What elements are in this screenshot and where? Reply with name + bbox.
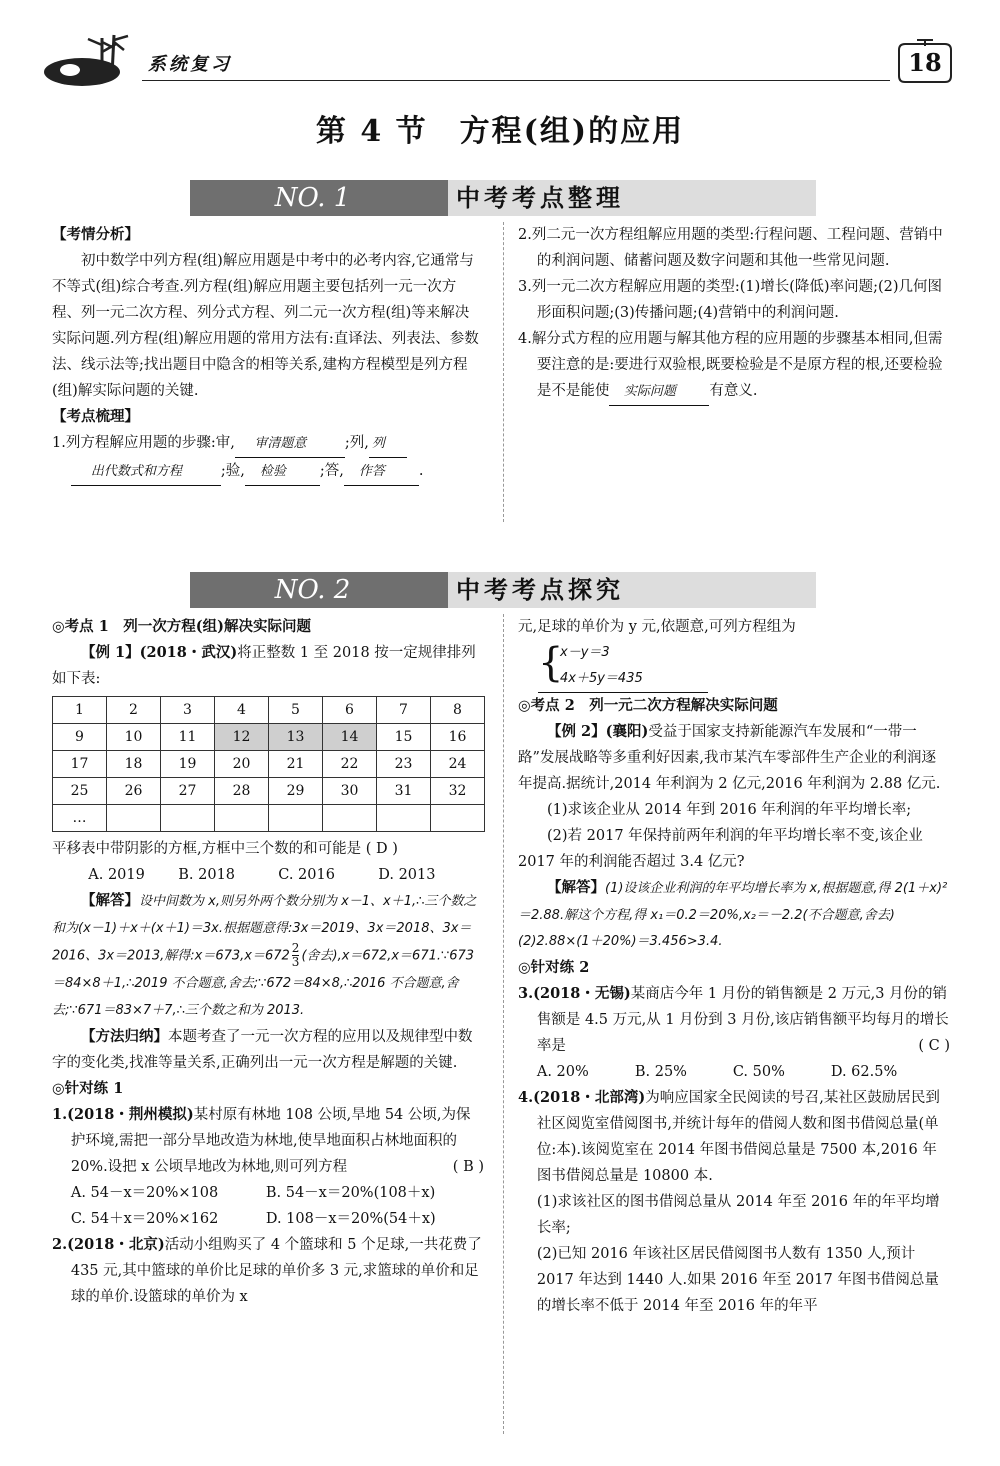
brace-icon: { [538, 640, 564, 686]
table-cell: 27 [161, 778, 215, 805]
table-cell: 6 [323, 697, 377, 724]
practice-item-3-text: 某商店今年 1 月份的销售额是 2 万元,3 月份的销售额是 4.5 万元,从 1 月份到 3 月份,该店销售额平均每月的增长率是 [536, 986, 949, 1054]
analysis-column [52, 222, 482, 486]
method-summary [52, 1024, 484, 1076]
kp1-title: ◎考点 1 列一次方程(组)解决实际问题 [52, 618, 312, 635]
banner-no2-title: 中考考点探究 [448, 572, 816, 608]
blank-answer-5: 实际问题 [609, 379, 709, 406]
table-cell: 5 [269, 697, 323, 724]
review-item-1 [52, 430, 482, 486]
table-cell: 3 [161, 697, 215, 724]
review-column-right [518, 222, 950, 406]
table-cell: 32 [431, 778, 485, 805]
kp1-column [52, 614, 484, 1310]
method-text: 本题考查了一元一次方程的应用以及规律型中数字的变化类,找准等量关系,正确列出一元一次方程是解题的关键. [52, 1028, 473, 1071]
practice-item-3 [518, 981, 950, 1059]
fraction [292, 942, 300, 969]
table-row [53, 778, 485, 805]
table-cell [215, 805, 269, 832]
table-cell: 1 [53, 697, 107, 724]
table-cell [377, 805, 431, 832]
table-cell: 9 [53, 724, 107, 751]
header-section-label: 系统复习 [148, 54, 232, 75]
practice-item-4-text: 为响应国家全民阅读的号召,某社区鼓励居民到社区阅览室借阅图书,并统计每年的借阅人数和图书借阅总量(单位:本).该阅览室在 2014 年图书借阅总量是 7500 本,2016 年图书借阅总量是 10800 本. [536, 1090, 940, 1184]
number-table [52, 696, 485, 832]
table-cell [431, 805, 485, 832]
table-cell [161, 805, 215, 832]
p1-option-d: D. 108－x＝20%(54＋x) [265, 1210, 436, 1227]
review-tag: 【考点梳理】 [52, 408, 139, 425]
banner-no2-number: NO. 2 [274, 575, 351, 605]
table-cell: 4 [215, 697, 269, 724]
review-item-4-text: 4.解分式方程的应用题与解其他方程的应用题的步骤基本相同,但需要注意的是:要进行双验根,既要检验是不是原方程的根,还要检验是不是能使 [518, 331, 943, 399]
blank-answer-3: 检验 [245, 459, 320, 486]
p1-option-a: A. 54－x＝20%×108 [70, 1184, 219, 1201]
banner-no2 [190, 572, 808, 608]
page-number: 18 [908, 48, 942, 77]
option-b: B. 2018 [178, 867, 236, 883]
practice-item-3-answer: ( C ) [918, 1038, 950, 1054]
practice-1-title: ◎针对练 1 [52, 1079, 124, 1097]
table-row [53, 724, 485, 751]
practice-item-2-tag: 2.(2018・北京) [52, 1235, 165, 1253]
table-cell: 22 [323, 751, 377, 778]
review-item-1-text-c: ;列, [344, 435, 369, 451]
table-cell: 24 [431, 751, 485, 778]
practice-item-1-text: 某村原有林地 108 公顷,旱地 54 公顷,为保护环境,需把一部分旱地改造为林地,使旱地面积占林地面积的 20%.设把 x 公顷旱地改为林地,则可列方程 [70, 1106, 471, 1175]
fraction-numerator: 2 [291, 941, 300, 955]
example-1-tag: 【例 1】(2018・武汉) [81, 644, 238, 661]
practice-item-1-options [52, 1180, 484, 1232]
example-1 [52, 640, 484, 692]
table-cell [269, 805, 323, 832]
p1-option-c: C. 54＋x＝20%×162 [70, 1210, 219, 1227]
analysis-tag: 【考情分析】 [52, 226, 139, 243]
example-2-q1: (1)求该企业从 2014 年到 2016 年利润的年平均增长率; [547, 802, 912, 818]
table-cell: … [53, 805, 107, 832]
table-row [53, 751, 485, 778]
method-tag: 【方法归纳】 [81, 1027, 168, 1045]
practice-item-4-tag: 4.(2018・北部湾) [518, 1089, 646, 1106]
table-cell: 19 [161, 751, 215, 778]
practice-item-1-answer: ( B ) [452, 1158, 484, 1175]
solution-2-text-2: (2)2.88×(1＋20%)＝3.456>3.4. [518, 934, 723, 949]
practice-item-4 [518, 1085, 950, 1189]
practice-item-2-continued: 元,足球的单价为 y 元,依题意,可列方程组为 [518, 619, 796, 635]
equation-2: 4x＋5y＝435 [560, 671, 643, 686]
practice-item-2-text: 活动小组购买了 4 个篮球和 5 个足球,一共花费了 435 元,其中篮球的单价比足球的单价多 3 元,求篮球的单价和足球的单价.设篮球的单价为 x [70, 1236, 482, 1305]
table-cell: 29 [269, 778, 323, 805]
column-divider-1 [503, 222, 504, 522]
review-item-1-text-e: ;答, [319, 463, 344, 479]
table-cell: 21 [269, 751, 323, 778]
practice-item-2 [52, 1232, 484, 1310]
blank-answer-1: 审清题意 [235, 431, 345, 458]
table-cell: 10 [107, 724, 161, 751]
table-cell: 13 [269, 724, 323, 751]
example-2-q2: (2)若 2017 年保持前两年利润的年平均增长率不变,该企业 2017 年的利润能否超过 3.4 亿元? [518, 828, 923, 870]
table-row [53, 805, 485, 832]
table-cell [107, 805, 161, 832]
review-item-1-text-a: 1.列方程解应用题的步骤:审, [52, 435, 235, 451]
p1-option-b: B. 54－x＝20%(108＋x) [265, 1184, 436, 1201]
table-cell: 23 [377, 751, 431, 778]
section-title: 第 4 节 方程(组)的应用 [315, 114, 685, 149]
bamboo-logo-icon [40, 30, 140, 90]
table-cell: 25 [53, 778, 107, 805]
solution-2-tag: 【解答】 [547, 879, 605, 896]
page-number-badge [895, 38, 955, 88]
option-c: C. 2016 [278, 867, 335, 883]
p3-option-a: A. 20% [536, 1064, 589, 1080]
table-cell: 26 [107, 778, 161, 805]
example-1-question: 平移表中带阴影的方框,方框中三个数的和可能是 ( D ) [52, 841, 398, 857]
table-cell: 2 [107, 697, 161, 724]
table-row [53, 697, 485, 724]
banner-no1 [190, 180, 808, 216]
table-cell: 12 [215, 724, 269, 751]
example-2-tag: 【例 2】(襄阳) [547, 723, 649, 740]
table-cell: 14 [323, 724, 377, 751]
review-item-3: 3.列一元二次方程解应用题的类型:(1)增长(降低)率问题;(2)几何图形面积问题;(3)传播问题;(4)营销中的利润问题. [518, 279, 942, 321]
kp2-column [518, 614, 950, 1319]
practice-item-4-q1: (1)求该社区的图书借阅总量从 2014 年至 2016 年的年平均增长率; [536, 1194, 940, 1236]
table-cell: 18 [107, 751, 161, 778]
table-cell: 7 [377, 697, 431, 724]
fraction-denominator: 3 [291, 955, 300, 969]
table-cell: 20 [215, 751, 269, 778]
header-rule [142, 80, 890, 81]
table-cell: 15 [377, 724, 431, 751]
column-divider-2 [503, 614, 504, 1434]
banner-no1-title: 中考考点整理 [448, 180, 816, 216]
blank-answer-4: 作答 [344, 459, 419, 486]
review-item-1-text-f: . [418, 463, 424, 479]
practice-item-1-tag: 1.(2018・荆州模拟) [52, 1105, 194, 1123]
solution-text-2: (舍去),x＝672,x＝671.∵673＝84×8＋1,∴2019 不合题意,舍去;∵672＝84×8,∴2016 不合题意,舍去;∵671＝83×7＋7,∴三个数之和为 2013. [52, 948, 475, 1018]
practice-item-3-options [518, 1059, 950, 1085]
table-cell: 31 [377, 778, 431, 805]
review-item-2: 2.列二元一次方程组解应用题的类型:行程问题、工程问题、营销中的利润问题、储蓄问题及数字问题和其他一些常见问题. [518, 227, 943, 269]
practice-item-4-q2: (2)已知 2016 年该社区居民借阅图书人数有 1350 人,预计 2017 年达到 1440 人.如果 2016 年至 2017 年图书借阅总量的增长率不低于 2014 年至 2016 年的年平 [536, 1246, 939, 1314]
table-cell: 8 [431, 697, 485, 724]
example-2-text: 受益于国家支持新能源汽车发展和“一带一路”发展战略等多重利好因素,我市某汽车零部件生产企业的利润逐年提高.据统计,2014 年利润为 2 亿元,2016 年利润为 2.88 亿元. [518, 724, 941, 792]
p3-option-d: D. 62.5% [830, 1064, 898, 1080]
blank-answer-2a: 列 [369, 431, 407, 458]
solution-text-1: 设中间数为 x,则另外两个数分别为 x－1、x＋1,∴三个数之和为(x－1)＋x＋(x＋1)＝3x.根据题意得:3x＝2019、3x＝2018、3x＝2016、3x＝2013,解得:x＝673,x＝672 [52, 894, 477, 964]
table-cell: 17 [53, 751, 107, 778]
equation-1: x－y＝3 [560, 645, 610, 660]
example-2 [518, 719, 950, 797]
example-1-solution [52, 888, 484, 1024]
example-1-text: 将正整数 1 至 2018 按一定规律排列如下表: [52, 645, 476, 687]
banner-no1-number: NO. 1 [274, 183, 351, 213]
table-cell: 16 [431, 724, 485, 751]
equation-system [538, 640, 708, 693]
p3-option-b: B. 25% [634, 1064, 687, 1080]
review-item-4-tail: 有意义. [709, 383, 758, 399]
review-item-4 [518, 326, 950, 406]
kp2-title: ◎考点 2 列一元二次方程解决实际问题 [518, 697, 778, 714]
blank-answer-2b: 出代数式和方程 [71, 459, 221, 486]
option-a: A. 2019 [88, 867, 145, 883]
example-2-solution [518, 875, 950, 929]
table-cell: 11 [161, 724, 215, 751]
table-cell: 28 [215, 778, 269, 805]
p3-option-c: C. 50% [732, 1064, 785, 1080]
analysis-text: 初中数学中列方程(组)解应用题是中考中的必考内容,它通常与不等式(组)综合考查.列方程(组)解应用题主要包括列一元一次方程、列一元二次方程、列分式方程、列二元一次方程(组)等来解决实际问题.列方程(组)解应用题的常用方法有:直译法、列表法、参数法、线示法等;找出题目中隐含的相等关系,建构方程模型是列方程(组)解实际问题的关键. [52, 253, 479, 399]
example-1-options [52, 862, 484, 888]
practice-item-1 [52, 1102, 484, 1180]
review-item-1-text-d: ;验, [220, 463, 245, 479]
table-cell: 30 [323, 778, 377, 805]
option-d: D. 2013 [378, 867, 436, 883]
practice-2-title: ◎针对练 2 [518, 959, 590, 976]
practice-item-3-tag: 3.(2018・无锡) [518, 985, 631, 1002]
solution-2-text-1: (1)设该企业利润的年平均增长率为 x,根据题意,得 2(1＋x)²＝2.88.解这个方程,得 x₁＝0.2＝20%,x₂＝－2.2(不合题意,舍去) [518, 881, 948, 923]
table-cell [323, 805, 377, 832]
solution-tag: 【解答】 [81, 892, 139, 909]
